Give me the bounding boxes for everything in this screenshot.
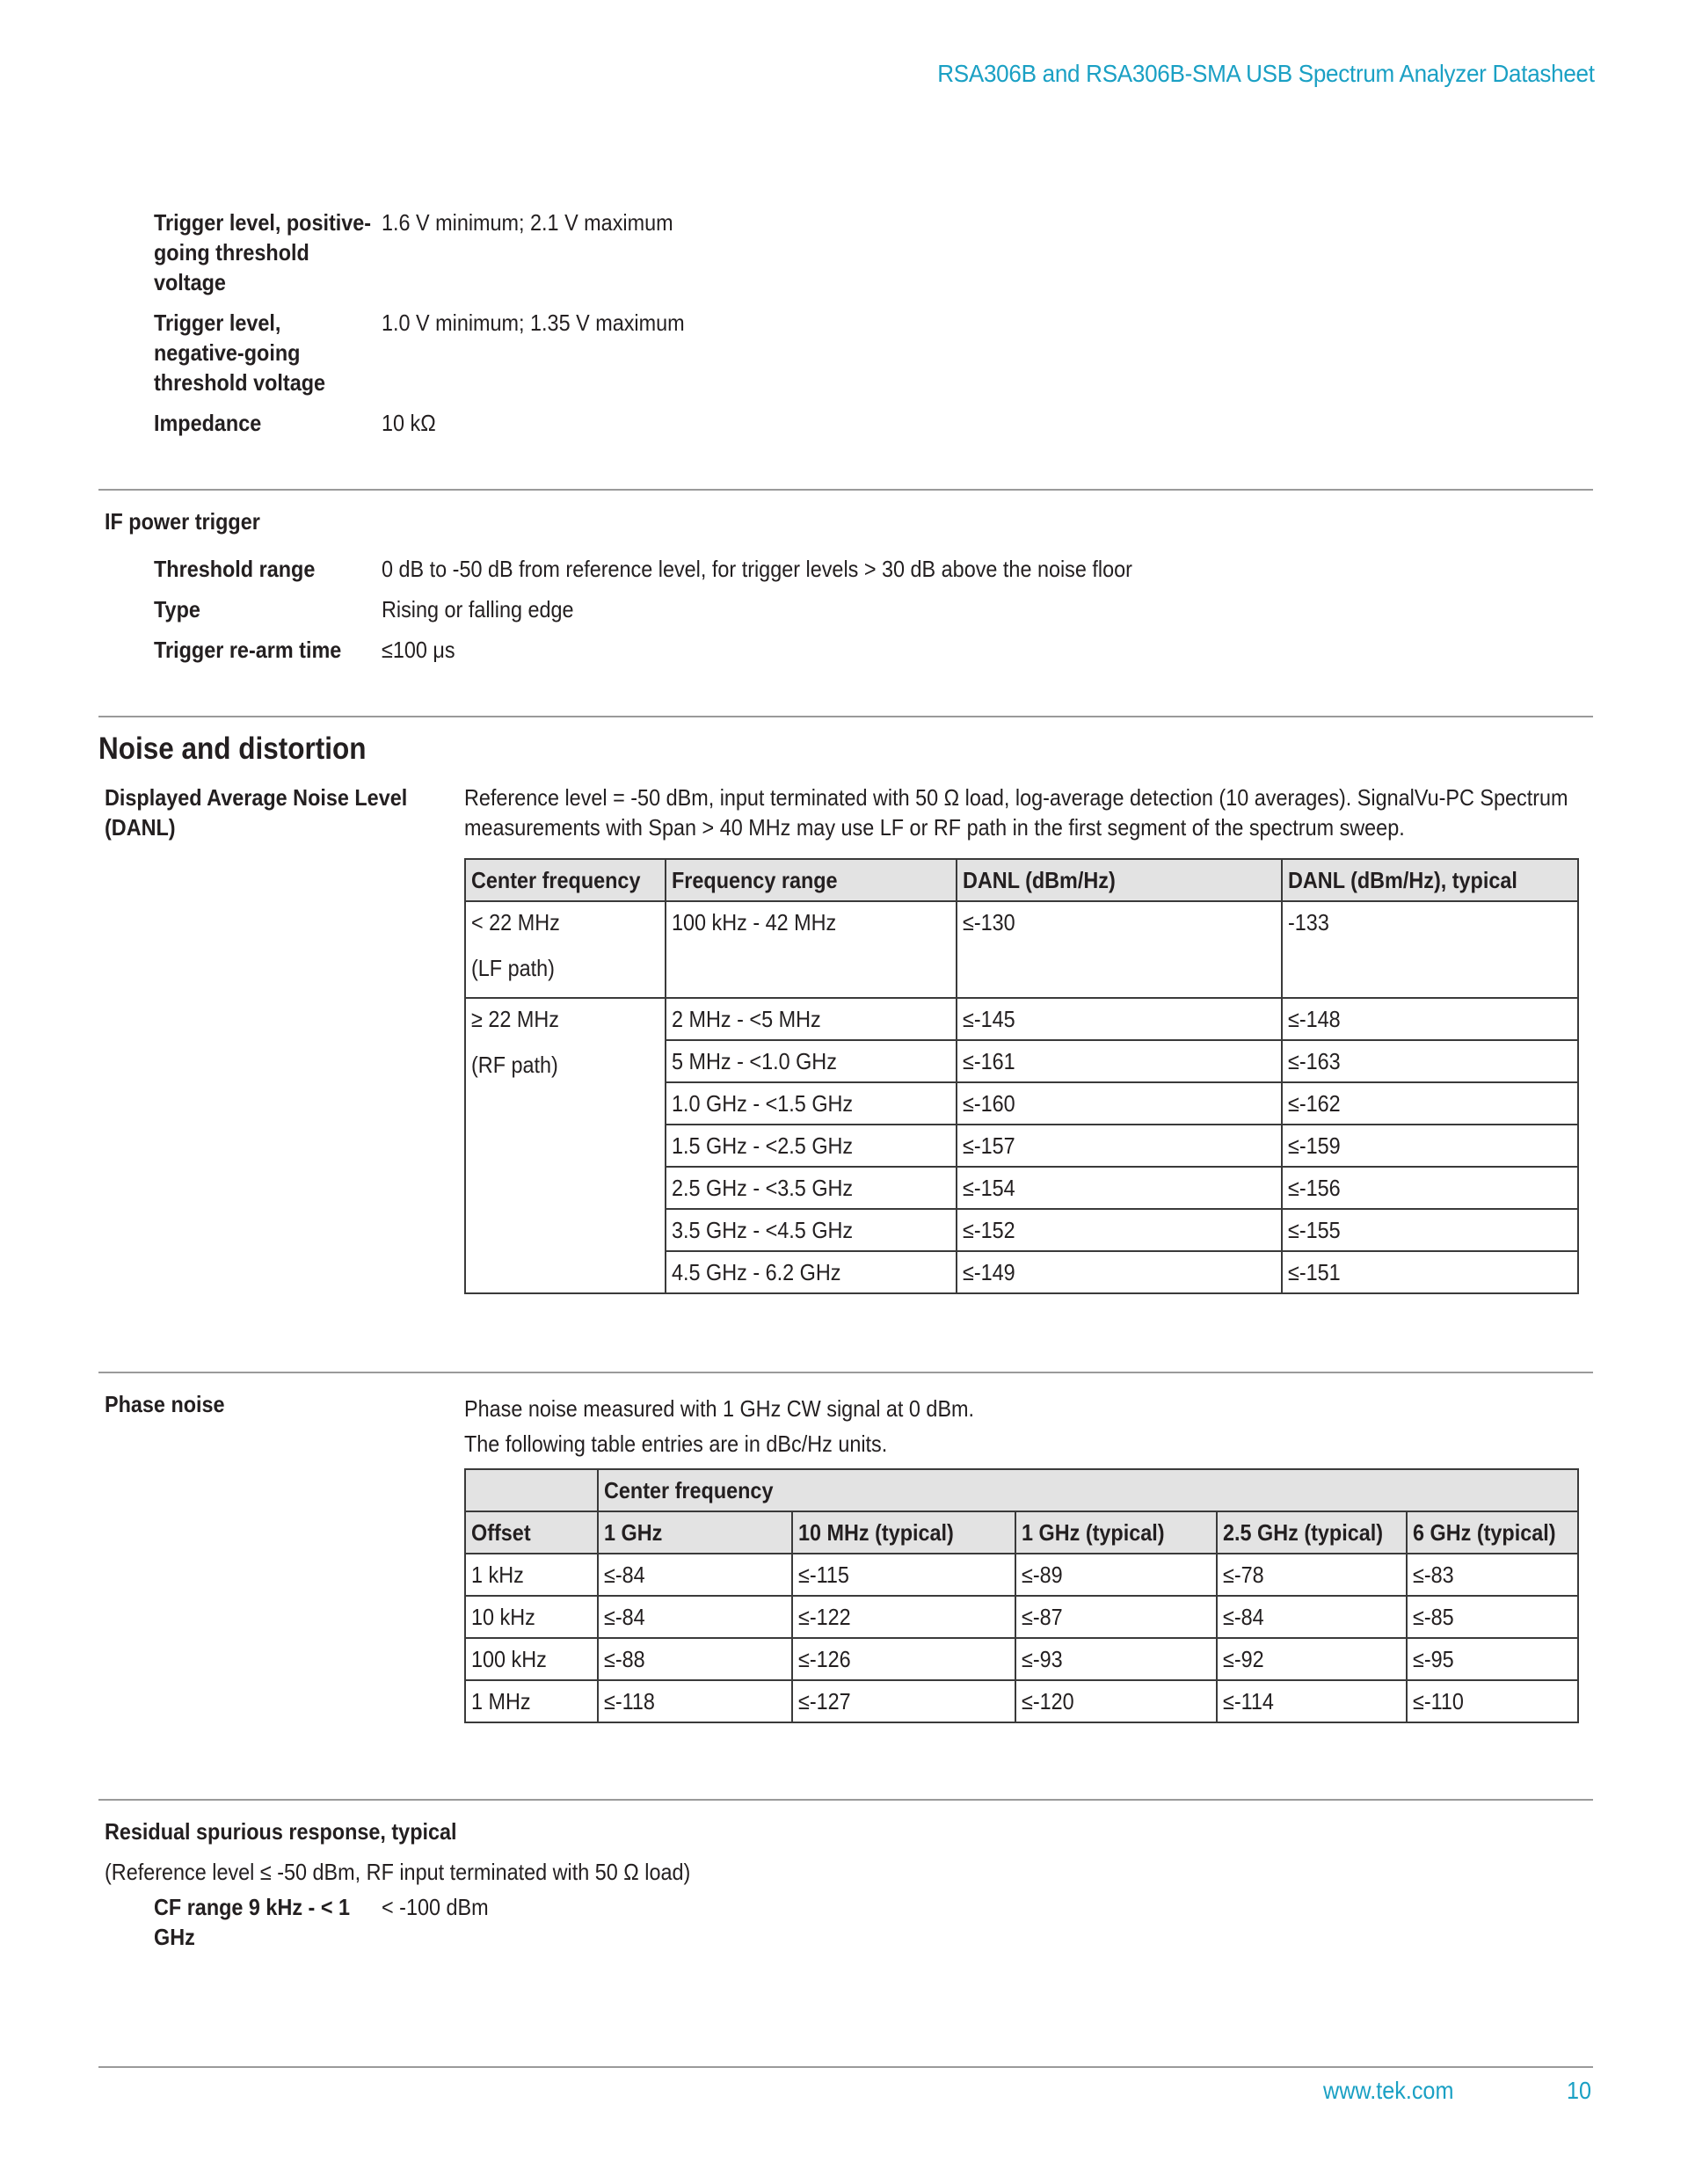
table-cell: ≤-89 (1015, 1554, 1217, 1596)
table-cell: ≤-127 (792, 1680, 1015, 1722)
table-cell: ≤-145 (957, 998, 1282, 1040)
table-cell: ≤-126 (792, 1638, 1015, 1680)
divider (98, 1372, 1593, 1373)
table-header-cell: DANL (dBm/Hz) (957, 859, 1282, 901)
phase-noise-table (464, 1468, 1579, 1723)
table-cell: ≤-92 (1217, 1638, 1407, 1680)
table-header-cell: Center frequency (465, 859, 666, 901)
table-cell: ≤-84 (598, 1554, 792, 1596)
table-cell: < 22 MHz (LF path) (465, 901, 666, 998)
table-cell: ≤-155 (1282, 1209, 1578, 1251)
table-cell: ≤-110 (1407, 1680, 1578, 1722)
table-cell: ≤-163 (1282, 1040, 1578, 1082)
table-cell: ≤-85 (1407, 1596, 1578, 1638)
table-cell: -133 (1282, 901, 1578, 998)
table-cell: ≤-162 (1282, 1082, 1578, 1125)
table-cell: 10 kHz (465, 1596, 598, 1638)
footer-divider (98, 2066, 1593, 2068)
table-cell: ≤-122 (792, 1596, 1015, 1638)
table-cell: ≤-157 (957, 1125, 1282, 1167)
table-row (465, 998, 1578, 1040)
page-number: 10 (1566, 2077, 1591, 2104)
divider (98, 489, 1593, 491)
table-header-cell: 2.5 GHz (typical) (1217, 1511, 1407, 1554)
table-cell: ≤-159 (1282, 1125, 1578, 1167)
table-header-cell: 6 GHz (typical) (1407, 1511, 1578, 1554)
table-header-cell: Frequency range (666, 859, 957, 901)
table-cell: ≤-95 (1407, 1638, 1578, 1680)
table-cell: ≤-156 (1282, 1167, 1578, 1209)
table-header-cell: DANL (dBm/Hz), typical (1282, 859, 1578, 901)
table-row (465, 1680, 1578, 1722)
phase-noise-label: Phase noise (105, 1391, 225, 1417)
table-cell: ≤-118 (598, 1680, 792, 1722)
spec-label-cf-range: CF range 9 kHz - < 1 GHz (154, 1894, 351, 1950)
table-header-row (465, 1469, 1578, 1511)
table-header-cell: 1 GHz (typical) (1015, 1511, 1217, 1554)
spec-value-rearm-time: ≤100 μs (382, 637, 455, 663)
table-cell: 3.5 GHz - <4.5 GHz (666, 1209, 957, 1251)
table-header-cell: 10 MHz (typical) (792, 1511, 1015, 1554)
danl-table (464, 858, 1579, 1294)
section-heading-noise: Noise and distortion (98, 732, 367, 766)
divider (98, 1799, 1593, 1801)
table-cell: ≤-160 (957, 1082, 1282, 1125)
table-row (465, 1596, 1578, 1638)
table-cell: ≤-149 (957, 1251, 1282, 1293)
table-cell: ≤-87 (1015, 1596, 1217, 1638)
table-cell: 1 MHz (465, 1680, 598, 1722)
table-header-row (465, 1511, 1578, 1554)
table-cell: 1 kHz (465, 1554, 598, 1596)
residual-spurious-note: (Reference level ≤ -50 dBm, RF input terminated with 50 Ω load) (105, 1859, 691, 1885)
table-cell: ≤-148 (1282, 998, 1578, 1040)
spec-value-type: Rising or falling edge (382, 596, 574, 622)
table-cell: ≤-84 (598, 1596, 792, 1638)
table-cell: ≥ 22 MHz (RF path) (465, 998, 666, 1293)
page-header-title: RSA306B and RSA306B-SMA USB Spectrum Analyzer Datasheet (937, 60, 1595, 87)
table-cell: ≤-78 (1217, 1554, 1407, 1596)
spec-label-impedance: Impedance (154, 410, 262, 436)
table-cell: ≤-84 (1217, 1596, 1407, 1638)
residual-spurious-title: Residual spurious response, typical (105, 1818, 457, 1845)
spec-value-threshold-range: 0 dB to -50 dB from reference level, for trigger levels > 30 dB above the noise floor (382, 556, 1132, 582)
spec-label-negative-threshold: Trigger level, negative-going threshold voltage (154, 309, 326, 396)
table-row (465, 1554, 1578, 1596)
table-cell: 1.0 GHz - <1.5 GHz (666, 1082, 957, 1125)
spec-label-type: Type (154, 596, 200, 622)
table-cell: ≤-115 (792, 1554, 1015, 1596)
table-cell: 100 kHz (465, 1638, 598, 1680)
danl-label: Displayed Average Noise Level (DANL) (105, 784, 408, 841)
table-cell: ≤-83 (1407, 1554, 1578, 1596)
table-cell: 5 MHz - <1.0 GHz (666, 1040, 957, 1082)
table-cell: ≤-161 (957, 1040, 1282, 1082)
spec-label-rearm-time: Trigger re-arm time (154, 637, 342, 663)
table-cell: ≤-93 (1015, 1638, 1217, 1680)
table-row (465, 901, 1578, 998)
spec-label-positive-threshold: Trigger level, positive- going threshold voltage (154, 209, 372, 295)
table-header-cell (465, 1469, 598, 1511)
table-cell: 2 MHz - <5 MHz (666, 998, 957, 1040)
spec-value-impedance: 10 kΩ (382, 410, 436, 436)
if-power-trigger-title: IF power trigger (105, 508, 260, 535)
table-cell: ≤-154 (957, 1167, 1282, 1209)
table-cell: 4.5 GHz - 6.2 GHz (666, 1251, 957, 1293)
table-cell: ≤-114 (1217, 1680, 1407, 1722)
table-header-cell: Center frequency (598, 1469, 1578, 1511)
table-cell: ≤-130 (957, 901, 1282, 998)
table-header-cell: Offset (465, 1511, 598, 1554)
table-cell: 2.5 GHz - <3.5 GHz (666, 1167, 957, 1209)
spec-value-negative-threshold: 1.0 V minimum; 1.35 V maximum (382, 309, 685, 336)
table-header-cell: 1 GHz (598, 1511, 792, 1554)
danl-description: Reference level = -50 dBm, input terminated with 50 Ω load, log-average detection (10 averages). SignalVu-PC Spectrum measurements with Span > 40 MHz may use LF or RF path in the first segment of the spectrum sweep. (464, 784, 1568, 841)
table-cell: ≤-88 (598, 1638, 792, 1680)
divider (98, 716, 1593, 717)
table-cell: ≤-151 (1282, 1251, 1578, 1293)
spec-label-threshold-range: Threshold range (154, 556, 316, 582)
footer-website-link[interactable]: www.tek.com (1323, 2077, 1454, 2104)
table-header-row (465, 859, 1578, 901)
spec-value-cf-range: < -100 dBm (382, 1894, 489, 1920)
table-cell: 1.5 GHz - <2.5 GHz (666, 1125, 957, 1167)
table-cell: 100 kHz - 42 MHz (666, 901, 957, 998)
phase-noise-description: Phase noise measured with 1 GHz CW signal at 0 dBm. The following table entries are in dBc/Hz units. (464, 1395, 975, 1457)
table-row (465, 1638, 1578, 1680)
table-cell: ≤-152 (957, 1209, 1282, 1251)
table-cell: ≤-120 (1015, 1680, 1217, 1722)
spec-value-positive-threshold: 1.6 V minimum; 2.1 V maximum (382, 209, 673, 236)
